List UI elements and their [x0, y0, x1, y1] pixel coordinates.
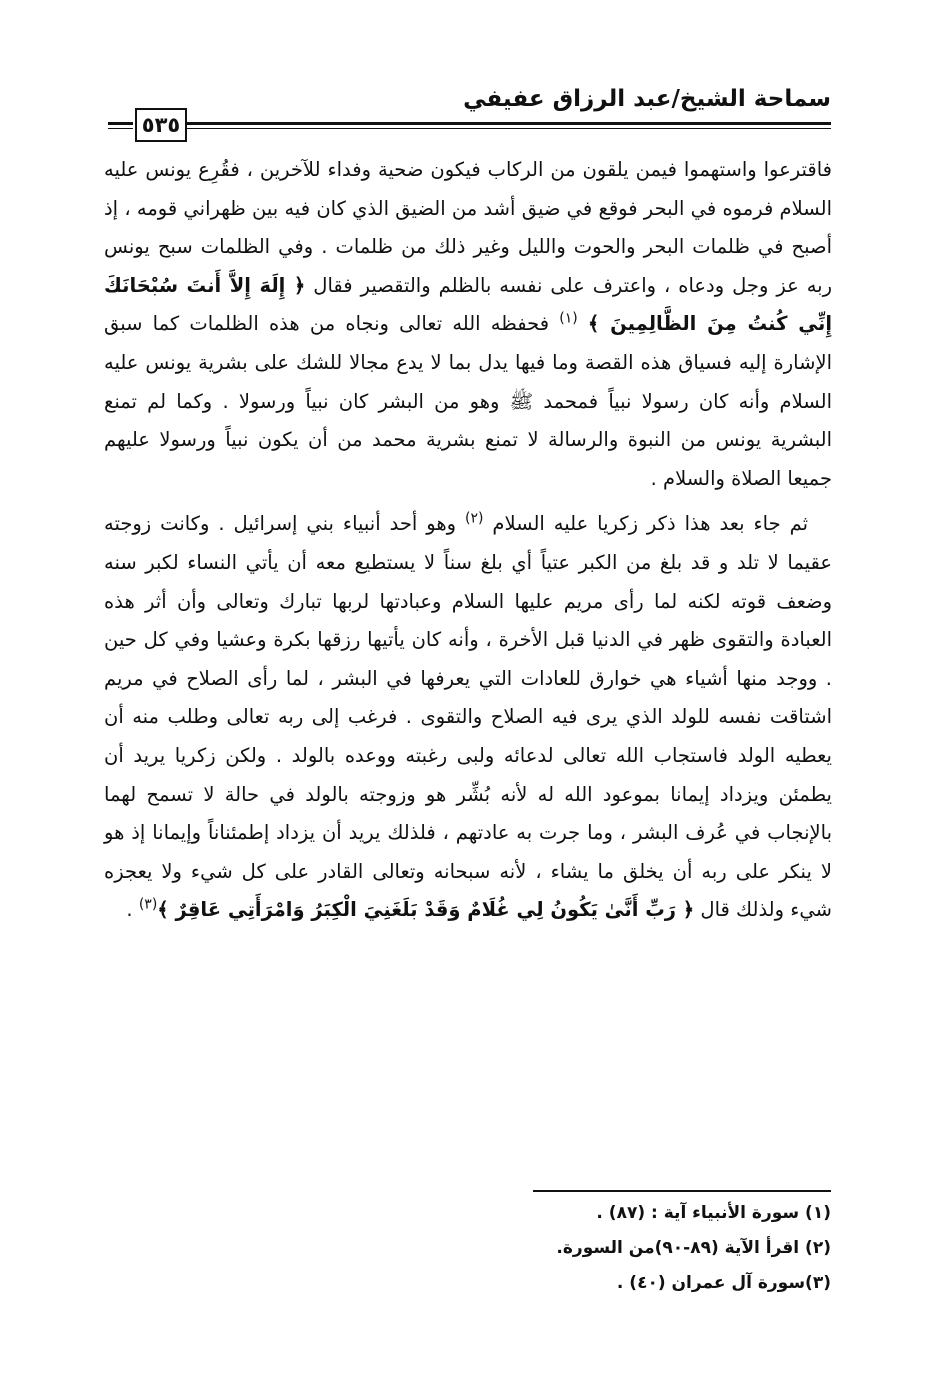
footnote-separator [533, 1190, 831, 1192]
paragraph-2-text-b: وهو أحد أنبياء بني إسرائيل . وكانت زوجته عقيما لا تلد و قد بلغ من الكبر عتياً أي بلغ سناً لا يستطيع معه أن يأتي النساء لكبر سنه وضعف قوته لكنه لما رأى مريم عليها السلام وعبادتها لربها تبارك وتعالى وأن أثر هذه العبادة والتقوى ظهر في الدنيا قبل الأخرة ، وأنه كان يأتيها رزقها بكرة وعشيا وفي كل حين . ووجد منها أشياء هي خوارق للعادات التي يعرفها في البشر ، لما رأى الصلاح في مريم اشتاقت نفسه للولد الذي يرى فيه الصلاح والتقوى . فرغب إلى ربه تعالى وطلب منه أن يعطيه الولد فاستجاب الله تعالى لدعائه ولبى رغبته ووعده بالولد . ولكن زكريا يريد أن يطمئن ويزداد إيمانا بموعود الله له لأنه بُشِّر هو وزوجته بالولد في حالة لا تسمح لهما بالإنجاب في عُرف البشر ، وما جرت به عادتهم ، فلذلك يريد أن يزداد إطمئناناً وإيمانا إذ هو لا ينكر على ربه أن يخلق ما يشاء ، لأنه سبحانه وتعالى القادر على كل شيء ولا يعجزه شيء ولذلك قال [104, 512, 832, 922]
header-rule-left [108, 122, 133, 129]
header-rule [185, 122, 831, 129]
footnote-ref-3: (٣) [138, 896, 158, 913]
footnote-ref-1: (١) [559, 310, 578, 327]
footnote-2: (٢) اقرأ الآية (٨٩-٩٠)من السورة. [556, 1238, 831, 1258]
paragraph-2-text-c: . [126, 898, 139, 922]
footnote-3: (٣)سورة آل عمران (٤٠) . [616, 1273, 831, 1293]
footnote-1: (١) سورة الأنبياء آية : (٨٧) . [596, 1203, 831, 1223]
main-text [104, 151, 832, 930]
paragraph-2-text-a: ثم جاء بعد هذا ذكر زكريا عليه السلام [483, 512, 808, 536]
paragraph-1-text-b: فحفظه الله تعالى ونجاه من هذه الظلمات كما سبق الإشارة إليه فسياق هذه القصة وما فيها يدل بما لا يدع مجالا للشك على بشرية يونس عليه السلام وأنه كان رسولا نبياً فمحمد ﷺ وهو من البشر كان نبياً ورسولا . وكما لم تمنع البشرية يونس من النبوة والرسالة لا تمنع بشرية محمد من أن يكون نبياً ورسولا عليهم جميعا الصلاة والسلام . [104, 312, 832, 490]
paragraph-2 [104, 505, 832, 930]
footnote-ref-2: (٢) [464, 510, 484, 527]
quran-verse-1: ﴿ إِلَهَ إِلاَّ أَنتَ سُبْحَانَكَ إِنِّي كُنتُ مِنَ الظَّالِمِينَ ﴾ [104, 273, 833, 336]
paragraph-1 [104, 151, 832, 498]
footnotes [131, 1196, 831, 1301]
paragraph-1-text-a: فاقترعوا واستهموا فيمن يلقون من الركاب فيكون ضحية وفداء للآخرين ، فقُرِع يونس عليه السلام فرموه في البحر فوقع في ضيق أشد من الضيق الذي كان فيه بين ظهراني قومه ، إذ أصبح في ظلمات البحر والحوت والليل وغير ذلك من ظلمات . وفي الظلمات سبح يونس ربه عز وجل ودعاه ، واعترف على نفسه بالظلم والتقصير فقال [104, 158, 832, 297]
page-number: ٥٣٥ [135, 108, 187, 142]
running-header: سماحة الشيخ/عبد الرزاق عفيفي [463, 86, 831, 112]
quran-verse-2: ﴿ رَبِّ أَنَّىٰ يَكُونُ لِي غُلَامٌ وَقَدْ بَلَغَنِيَ الْكِبَرُ وَامْرَأَتِي عَاقِرٌ ﴾ [157, 898, 695, 922]
